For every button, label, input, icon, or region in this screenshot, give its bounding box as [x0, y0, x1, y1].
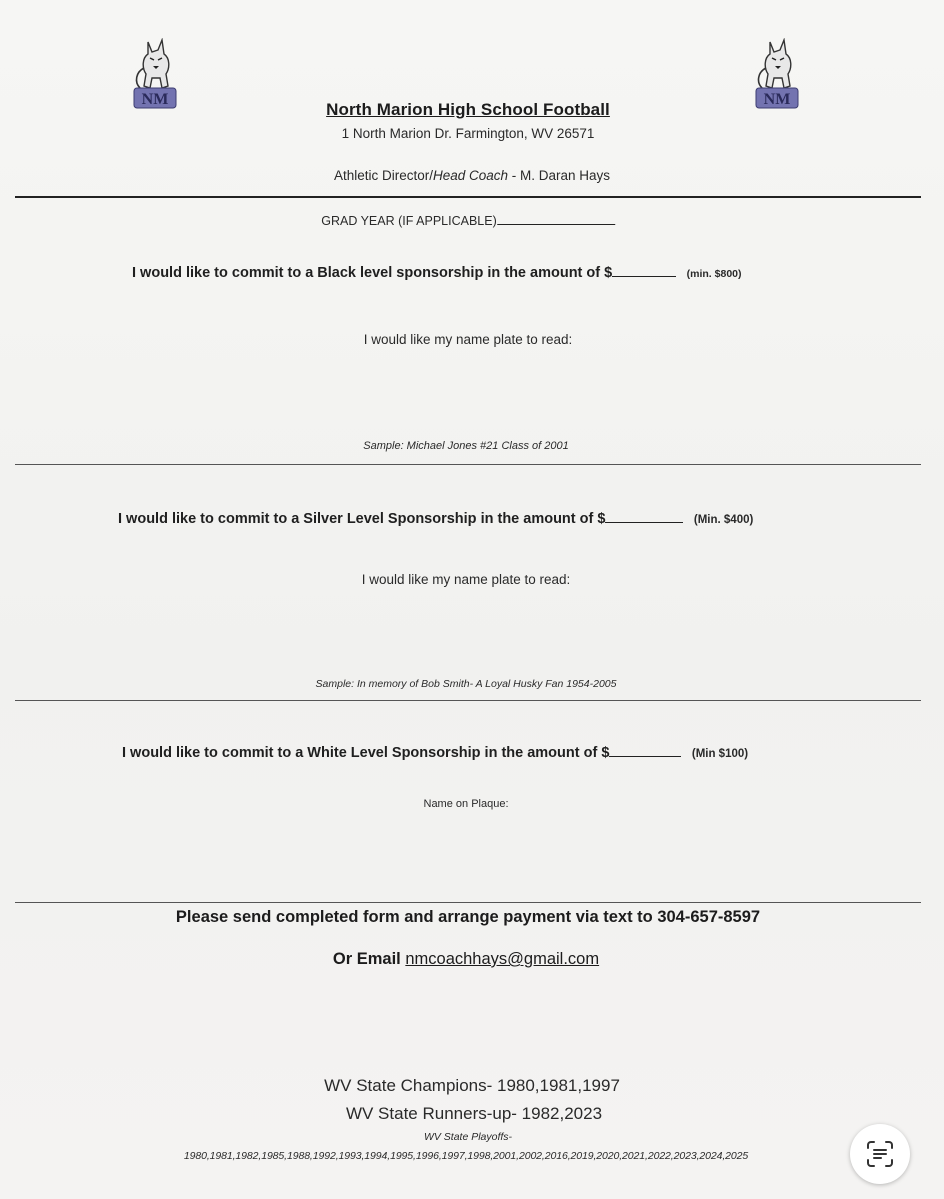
black-commit-line	[132, 264, 742, 282]
school-address: 1 North Marion Dr. Farmington, WV 26571	[341, 126, 595, 141]
send-instructions: Please send completed form and arrange payment via text to 304-657-8597	[175, 908, 761, 926]
white-commit-text: I would like to commit to a White Level Sponsorship in the amount of $	[122, 745, 610, 761]
email-link[interactable]: nmcoachhays@gmail.com	[405, 950, 600, 968]
director-role: Head Coach	[432, 168, 509, 183]
svg-text:NM: NM	[141, 91, 169, 108]
director-prefix: Athletic Director/	[333, 168, 433, 183]
silver-commit-text: I would like to commit to a Silver Level Sponsorship in the amount of $	[118, 511, 606, 527]
email-prefix: Or Email	[332, 950, 406, 968]
silver-plate-label: I would like my name plate to read:	[361, 572, 571, 587]
state-runners-up: WV State Runners-up- 1982,2023	[345, 1104, 603, 1123]
director-name: - M. Daran Hays	[508, 168, 611, 183]
state-playoffs-label: WV State Playoffs-	[423, 1131, 513, 1143]
scan-text-button[interactable]	[850, 1124, 910, 1184]
husky-logo-icon	[748, 38, 806, 110]
school-title: North Marion High School Football	[326, 100, 610, 119]
grad-year-field[interactable]	[321, 214, 615, 228]
silver-section-divider	[15, 700, 921, 701]
svg-text:NM: NM	[763, 91, 791, 108]
email-line	[333, 950, 599, 969]
athletic-director-line	[334, 168, 610, 183]
grad-year-label: GRAD YEAR (IF APPLICABLE)	[321, 214, 497, 228]
state-champions: WV State Champions- 1980,1981,1997	[324, 1076, 620, 1095]
black-min-note: (min. $800)	[686, 268, 742, 280]
text-scan-icon	[865, 1139, 895, 1169]
silver-commit-line	[118, 510, 753, 528]
white-min-note: (Min $100)	[691, 748, 749, 760]
black-commit-text: I would like to commit to a Black level sponsorship in the amount of $	[132, 265, 613, 281]
header-divider	[15, 196, 921, 198]
silver-amount-blank[interactable]	[605, 512, 683, 523]
black-section-divider	[15, 464, 921, 465]
black-plate-label: I would like my name plate to read:	[363, 332, 573, 347]
white-commit-line	[122, 744, 748, 762]
state-playoffs-years: 1980,1981,1982,1985,1988,1992,1993,1994,1995,1996,1997,1998,2001,2002,2016,2019,2020,2021,2022,2023,2024,2025	[183, 1150, 749, 1162]
black-amount-blank[interactable]	[612, 266, 676, 277]
white-plaque-label: Name on Plaque:	[423, 798, 509, 810]
white-section-divider	[15, 902, 921, 903]
silver-sample-text: Sample: In memory of Bob Smith- A Loyal Husky Fan 1954-2005	[315, 678, 617, 690]
grad-year-blank[interactable]	[497, 214, 615, 225]
silver-min-note: (Min. $400)	[693, 514, 754, 526]
husky-logo-icon	[126, 38, 184, 110]
black-sample-text: Sample: Michael Jones #21 Class of 2001	[363, 440, 569, 452]
white-amount-blank[interactable]	[609, 746, 681, 757]
